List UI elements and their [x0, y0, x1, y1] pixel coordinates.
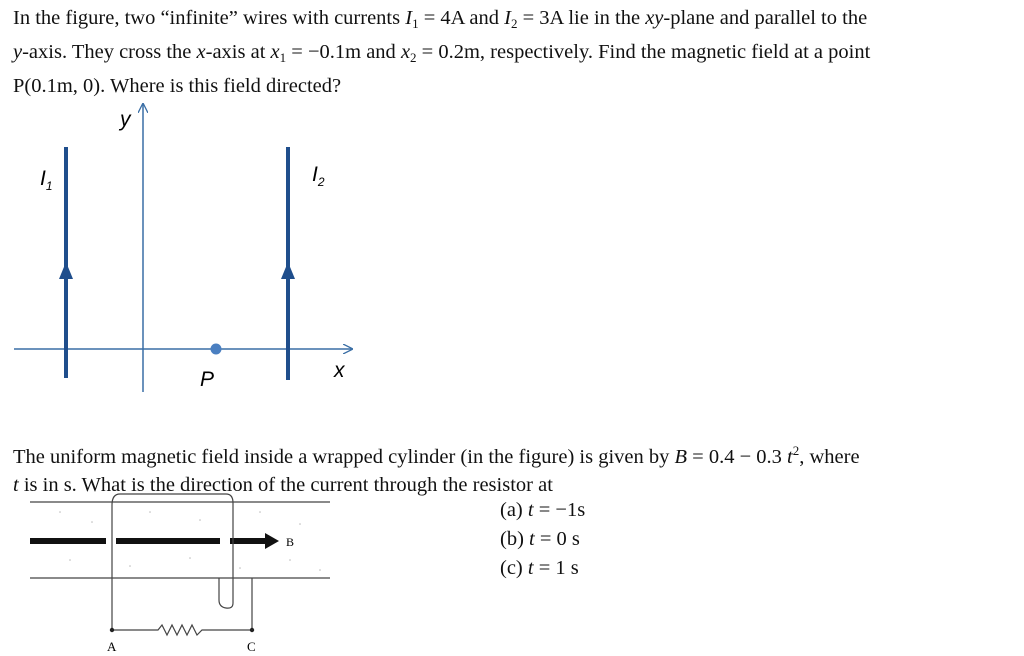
- loop-wire: [112, 494, 233, 630]
- t-symbol: t: [13, 474, 19, 496]
- problem-2-text: [13, 437, 1015, 499]
- text-segment: -axis at: [205, 41, 271, 63]
- text-segment: -plane and parallel to the: [663, 7, 868, 29]
- text-segment: = 0.2m, respectively. Find the magnetic field at a point: [416, 41, 871, 63]
- answer-options: [500, 496, 585, 583]
- text-segment: , where: [799, 446, 860, 468]
- label-c: C: [247, 639, 256, 654]
- text-segment: The uniform magnetic field inside a wrapped cylinder (in the figure) is given by: [13, 446, 675, 468]
- t-symbol: t: [787, 446, 793, 468]
- current-2-symbol: I: [504, 7, 511, 29]
- text-segment: -axis. They cross the: [22, 41, 197, 63]
- b-symbol: B: [674, 446, 688, 468]
- point-p-label: P: [200, 368, 215, 391]
- resistor: [112, 625, 252, 635]
- text-segment: = 4A and: [418, 7, 505, 29]
- terminal-c: [250, 628, 254, 632]
- text-segment: = −0.1m and: [286, 41, 401, 63]
- b-field-label: B: [286, 535, 295, 549]
- problem-1-text: [13, 4, 1015, 100]
- x1-symbol: x: [270, 41, 280, 63]
- y-symbol: y: [13, 41, 23, 63]
- text-segment: = 0.4 − 0.3: [687, 446, 788, 468]
- xy-symbol: xy: [645, 7, 664, 29]
- x-axis-label: x: [334, 359, 345, 382]
- point-p: [211, 344, 222, 355]
- text-segment: In the figure, two “infinite” wires with currents: [13, 7, 406, 29]
- terminal-a: [110, 628, 114, 632]
- option-c: (c) t = 1 s: [500, 557, 579, 579]
- field-arrow: [265, 533, 279, 549]
- text-segment: P(0.1m, 0). Where is this field directed?: [13, 75, 342, 97]
- subscript: 1: [279, 50, 287, 65]
- label-a: A: [107, 639, 117, 654]
- text-segment: = 3A lie in the: [517, 7, 646, 29]
- text-segment: is in s. What is the direction of the current through the resistor at: [18, 474, 553, 496]
- subscript: 2: [410, 50, 417, 65]
- y-axis-label: y: [120, 108, 131, 131]
- wire-2-arrow: [281, 262, 295, 279]
- x-symbol: x: [196, 41, 206, 63]
- option-b: (b) t = 0 s: [500, 528, 580, 550]
- cylinder-shading: [59, 511, 321, 571]
- x2-symbol: x: [400, 41, 411, 63]
- subscript: 2: [510, 16, 518, 31]
- superscript: 2: [792, 443, 800, 458]
- option-a: (a) t = −1s: [500, 499, 586, 521]
- current-1-label: $I_1$: [40, 167, 53, 193]
- subscript: 1: [412, 16, 419, 31]
- wire-1-arrow: [59, 262, 73, 279]
- current-2-label: $I_2$: [312, 163, 325, 189]
- current-1-symbol: I: [405, 7, 413, 29]
